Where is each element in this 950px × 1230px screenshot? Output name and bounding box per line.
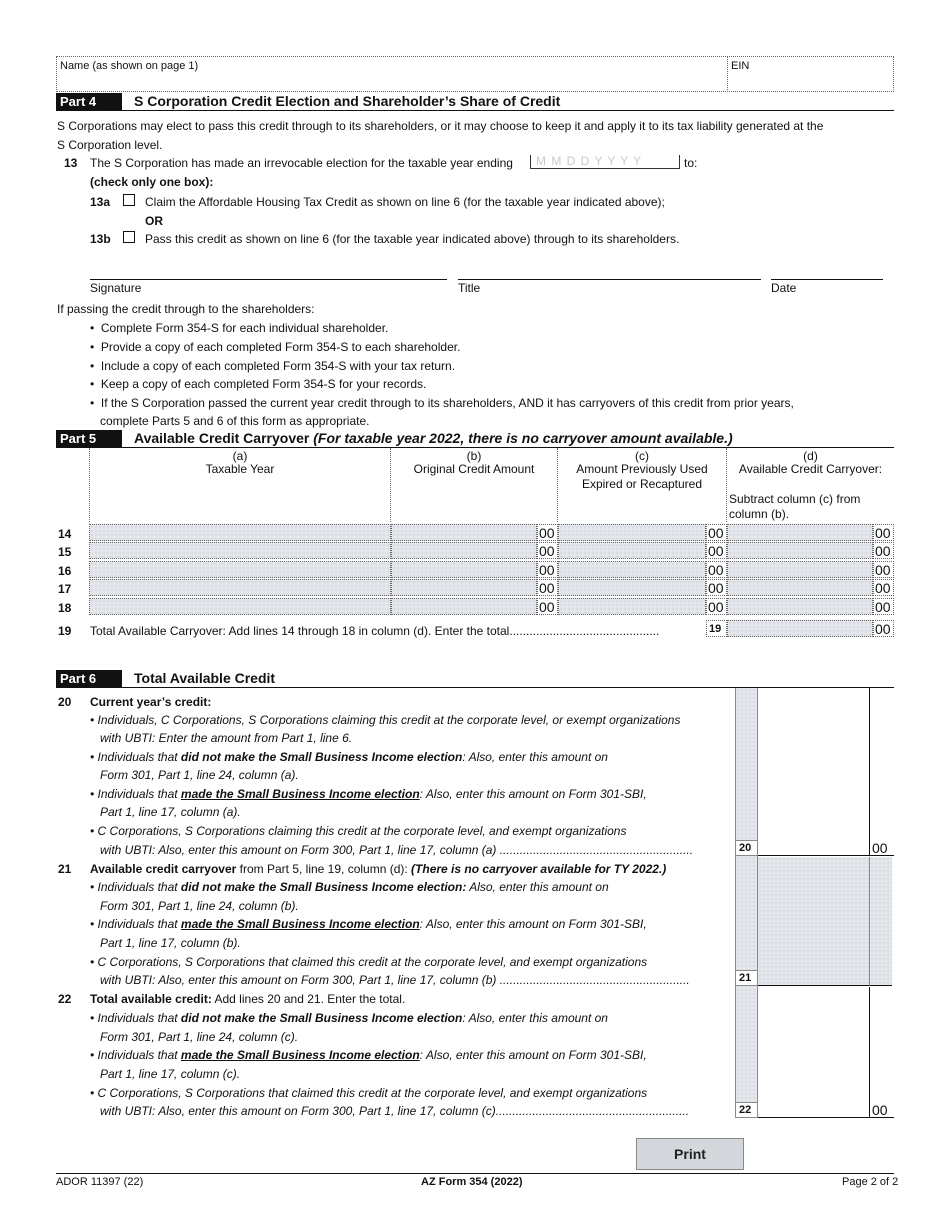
col-a-letter: (a) [232, 449, 248, 463]
row-15-num: 15 [58, 545, 72, 559]
line20-box-label: 20 [739, 842, 752, 854]
line20-box [735, 840, 758, 856]
row-14-b-cents [537, 524, 558, 541]
line20-num: 20 [58, 695, 72, 709]
row-17-used[interactable] [558, 579, 706, 596]
line20-bullet4b: with UBTI: Also, enter this amount on Form 300, Part 1, line 17, column (a) .......................................................... [100, 843, 694, 857]
date-line[interactable] [771, 279, 883, 280]
row-15-b-cents [537, 542, 558, 559]
line21-b1-pre: • Individuals that [90, 880, 181, 894]
line20-bullet2a [90, 750, 608, 764]
part4-label: Part 4 [56, 93, 122, 110]
line13b-text: Pass this credit as shown on line 6 (for the taxable year indicated above) through to its shareholders. [145, 232, 680, 246]
line20-b3-bold: made the Small Business Income election [180, 787, 420, 801]
line21-head-note: (There is no carryover available for TY 2022.) [411, 862, 667, 876]
line19-cents [873, 620, 894, 637]
row-15-used[interactable] [558, 542, 706, 559]
row-14-c-cents [706, 524, 727, 541]
bullet-3: • Include a copy of each completed Form 354-S with your tax return. [90, 359, 456, 373]
col-c-header [558, 448, 727, 522]
row-15-c-cents [706, 542, 727, 559]
line20-bullet1a: • Individuals, C Corporations, S Corporations claiming this credit at the corporate level, or exempt organizations [90, 713, 681, 727]
line22-bullet1a [90, 1011, 608, 1025]
line20-bullet3b: Part 1, line 17, column (a). [100, 805, 241, 819]
footer-page: Page 2 of 2 [842, 1176, 899, 1188]
name-field[interactable] [56, 56, 728, 92]
line21-cents-cell [870, 857, 892, 986]
row-18-d-zero: 00 [875, 599, 891, 615]
line13-to: to: [684, 156, 698, 170]
line13b-checkbox[interactable] [123, 231, 135, 243]
row-14-taxable-year[interactable] [89, 524, 391, 541]
footer-form-id: ADOR 11397 (22) [56, 1176, 144, 1188]
line22-b1-bold: did not make the Small Business Income election [180, 1011, 463, 1025]
row-15-d-zero: 00 [875, 543, 891, 559]
line21-num: 21 [58, 862, 72, 876]
part6-header [56, 670, 894, 688]
line21-bullet2b: Part 1, line 17, column (b). [100, 936, 241, 950]
line22-bullet3a: • C Corporations, S Corporations that claimed this credit at the corporate level, and exempt organizations [90, 1086, 648, 1100]
row-18-used[interactable] [558, 598, 706, 615]
row-14-d-zero: 00 [875, 525, 891, 541]
line22-head-bold: Total available credit: [90, 992, 212, 1006]
line22-bullet2b: Part 1, line 17, column (c). [100, 1067, 241, 1081]
line21-head-mid: from Part 5, line 19, column (d): [236, 862, 412, 876]
row-17-c-zero: 00 [708, 580, 724, 596]
print-button[interactable]: Print [636, 1138, 744, 1170]
title-label: Title [458, 281, 481, 295]
name-label: Name (as shown on page 1) [60, 60, 199, 72]
row-17-d-cents [873, 579, 894, 596]
row-14-b-zero: 00 [539, 525, 555, 541]
line22-box-label: 22 [739, 1104, 752, 1116]
row-14-d-cents [873, 524, 894, 541]
taxable-year-end-date-input[interactable] [530, 155, 680, 169]
part6-label: Part 6 [56, 670, 122, 687]
line13a-checkbox[interactable] [123, 194, 135, 206]
part4-header [56, 93, 894, 111]
row-16-original-credit[interactable] [391, 561, 537, 578]
line22-b2-pre: • Individuals that [90, 1048, 181, 1062]
row-16-b-cents [537, 561, 558, 578]
line19-num: 19 [58, 624, 72, 638]
line19-total-input[interactable] [727, 620, 873, 637]
or-text: OR [145, 214, 163, 228]
line13a-num: 13a [90, 195, 111, 209]
row-15-d-cents [873, 542, 894, 559]
bullet-2: • Provide a copy of each completed Form 354-S to each shareholder. [90, 340, 461, 354]
line13-num: 13 [64, 156, 78, 170]
col-b-header [391, 448, 558, 522]
footer-form-name: AZ Form 354 (2022) [421, 1176, 523, 1188]
row-15-b-zero: 00 [539, 543, 555, 559]
line20-amount-input[interactable] [758, 688, 870, 856]
line21-b1-bold: did not make the Small Business Income election: [180, 880, 467, 894]
line22-cents-cell [870, 987, 894, 1118]
part5-label: Part 5 [56, 430, 122, 447]
bullet-5-text: If the S Corporation passed the current year credit through to its shareholders, AND it has carryovers of this credit from prior years, [100, 396, 794, 410]
part4-title: S Corporation Credit Election and Shareholder’s Share of Credit [134, 93, 561, 109]
line21-b1-post: Also, enter this amount on [466, 880, 609, 894]
line20-b3-post: : Also, enter this amount on Form 301-SBI, [419, 787, 647, 801]
line22-zero: 00 [872, 1102, 888, 1118]
row-16-b-zero: 00 [539, 562, 555, 578]
row-14-available[interactable] [727, 524, 873, 541]
row-18-d-cents [873, 598, 894, 615]
row-17-c-cents [706, 579, 727, 596]
line21-bullet1a [90, 880, 609, 894]
line19-box-num [706, 620, 727, 637]
line20-cents-cell [870, 688, 894, 856]
line20-zero: 00 [872, 840, 888, 856]
line21-head [90, 862, 666, 876]
line22-head [90, 992, 405, 1006]
date-placeholder: M M D D Y Y Y Y [536, 154, 643, 168]
row-15-taxable-year[interactable] [89, 542, 391, 559]
part4-intro-1: S Corporations may elect to pass this credit through to its shareholders, or it may choose to keep it and apply it to its tax liability generated at the [57, 119, 824, 133]
line20-b2-bold: did not make the Small Business Income election [180, 750, 463, 764]
line13b-num: 13b [90, 232, 111, 246]
line21-amount-input[interactable] [758, 857, 870, 986]
part5-title-text: Available Credit Carryover [134, 430, 310, 446]
row-14-used[interactable] [558, 524, 706, 541]
title-line[interactable] [458, 279, 761, 280]
row-18-b-cents [537, 598, 558, 615]
line19-text-body: Total Available Carryover: Add lines 14 through 18 in column (d). Enter the total. [90, 624, 513, 638]
row-17-original-credit[interactable] [391, 579, 537, 596]
col-c-title-1: Amount Previously Used [576, 462, 708, 476]
row-14-original-credit[interactable] [391, 524, 537, 541]
row-17-num: 17 [58, 582, 72, 596]
row-16-num: 16 [58, 564, 72, 578]
row-18-num: 18 [58, 601, 72, 615]
line21-box-label: 21 [739, 972, 752, 984]
line22-b1-pre: • Individuals that [90, 1011, 181, 1025]
col-c-letter: (c) [635, 449, 649, 463]
signature-line[interactable] [90, 279, 447, 280]
col-c-title-2: Expired or Recaptured [581, 477, 703, 491]
line22-b2-bold: made the Small Business Income election [180, 1048, 420, 1062]
line21-head-bold: Available credit carryover [90, 862, 237, 876]
row-18-c-zero: 00 [708, 599, 724, 615]
row-16-d-cents [873, 561, 894, 578]
part4-intro-2: S Corporation level. [57, 138, 163, 152]
row-18-c-cents [706, 598, 727, 615]
line21-b2-bold: made the Small Business Income election [180, 917, 420, 931]
line20-bullet2b: Form 301, Part 1, line 24, column (a). [100, 768, 299, 782]
col-d-letter: (d) [803, 449, 818, 463]
bullet-2-text: Provide a copy of each completed Form 354-S to each shareholder. [100, 340, 461, 354]
row-14-c-zero: 00 [708, 525, 724, 541]
row-17-d-zero: 00 [875, 580, 891, 596]
row-14-num: 14 [58, 527, 72, 541]
bullet-5-cont: complete Parts 5 and 6 of this form as appropriate. [100, 414, 370, 428]
signature-label: Signature [90, 281, 142, 295]
row-17-b-cents [537, 579, 558, 596]
row-16-d-zero: 00 [875, 562, 891, 578]
row-16-taxable-year[interactable] [89, 561, 391, 578]
col-a-header [89, 448, 391, 522]
row-16-used[interactable] [558, 561, 706, 578]
col-b-title: Original Credit Amount [413, 462, 535, 476]
line21-bullet2a [90, 917, 647, 931]
col-b-letter: (b) [466, 449, 482, 463]
date-label: Date [771, 281, 797, 295]
row-18-available[interactable] [727, 598, 873, 615]
part5-title [134, 430, 733, 447]
line22-bullet2a [90, 1048, 647, 1062]
line20-head: Current year’s credit: [90, 695, 212, 709]
bullet-4-text: Keep a copy of each completed Form 354-S for your records. [100, 377, 427, 391]
line22-b2-post: : Also, enter this amount on Form 301-SBI, [419, 1048, 647, 1062]
bullet-4: • Keep a copy of each completed Form 354-S for your records. [90, 377, 427, 391]
bullet-3-text: Include a copy of each completed Form 354-S with your tax return. [100, 359, 456, 373]
line21-box [735, 970, 758, 986]
row-17-available[interactable] [727, 579, 873, 596]
col-d-sub-1: Subtract column (c) from [729, 492, 861, 506]
line13-text: The S Corporation has made an irrevocable election for the taxable year ending [90, 156, 513, 170]
row-16-c-cents [706, 561, 727, 578]
line21-b2-pre: • Individuals that [90, 917, 181, 931]
line20-bullet4a: • C Corporations, S Corporations claiming this credit at the corporate level, and exempt organizations [90, 824, 627, 838]
row-17-taxable-year[interactable] [89, 579, 391, 596]
passing-intro: If passing the credit through to the shareholders: [57, 302, 315, 316]
line20-bullet1b: with UBTI: Enter the amount from Part 1, line 6. [100, 731, 353, 745]
row-18-b-zero: 00 [539, 599, 555, 615]
line21-bullet1b: Form 301, Part 1, line 24, column (b). [100, 899, 299, 913]
line20-b2-post: : Also, enter this amount on [462, 750, 608, 764]
line20-bullet3a [90, 787, 647, 801]
line22-bullet1b: Form 301, Part 1, line 24, column (c). [100, 1030, 299, 1044]
row-15-c-zero: 00 [708, 543, 724, 559]
line21-bullet3a: • C Corporations, S Corporations that claimed this credit at the corporate level, and exempt organizations [90, 955, 648, 969]
line22-amount-input[interactable] [758, 987, 870, 1118]
line22-head-mid: Add lines 20 and 21. Enter the total. [211, 992, 406, 1006]
line22-box [735, 1102, 758, 1118]
bullet-1: • Complete Form 354-S for each individual shareholder. [90, 321, 389, 335]
bullet-5: • If the S Corporation passed the current year credit through to its shareholders, AND it has carryovers of this credit from prior years, [90, 396, 794, 410]
bullet-1-text: Complete Form 354-S for each individual shareholder. [100, 321, 389, 335]
line22-num: 22 [58, 992, 72, 1006]
line21-bullet3b: with UBTI: Also, enter this amount on Form 300, Part 1, line 17, column (b) ......................................................... [100, 973, 690, 987]
ein-field[interactable] [727, 56, 894, 92]
part5-title-note: (For taxable year 2022, there is no carryover amount available.) [313, 430, 733, 446]
line20-b2-pre: • Individuals that [90, 750, 181, 764]
line22-b1-post: : Also, enter this amount on [462, 1011, 608, 1025]
row-18-original-credit[interactable] [391, 598, 537, 615]
line19-zero: 00 [875, 621, 891, 637]
col-a-title: Taxable Year [205, 462, 275, 476]
row-15-original-credit[interactable] [391, 542, 537, 559]
row-17-b-zero: 00 [539, 580, 555, 596]
check-one-box: (check only one box): [90, 175, 214, 189]
line22-bullet3b: with UBTI: Also, enter this amount on Form 300, Part 1, line 17, column (c).......................................................... [100, 1104, 690, 1118]
footer-rule [56, 1173, 894, 1174]
row-16-c-zero: 00 [708, 562, 724, 578]
row-15-available[interactable] [727, 542, 873, 559]
ein-label: EIN [731, 60, 750, 72]
part5-header [56, 430, 894, 448]
col-d-title: Available Credit Carryover: [738, 462, 883, 476]
line19-box-label: 19 [709, 623, 722, 635]
row-16-available[interactable] [727, 561, 873, 578]
row-18-taxable-year[interactable] [89, 598, 391, 615]
part6-number-column [735, 688, 758, 1118]
col-d-header [727, 448, 894, 522]
line19-text: Total Available Carryover: Add lines 14 through 18 in column (d). Enter the total............................................. [90, 624, 660, 638]
line21-b2-post: : Also, enter this amount on Form 301-SBI, [419, 917, 647, 931]
col-d-sub-2: column (b). [729, 507, 790, 521]
line20-b3-pre: • Individuals that [90, 787, 181, 801]
line13a-text: Claim the Affordable Housing Tax Credit as shown on line 6 (for the taxable year indicated above); [145, 195, 665, 209]
part6-title: Total Available Credit [134, 670, 276, 686]
